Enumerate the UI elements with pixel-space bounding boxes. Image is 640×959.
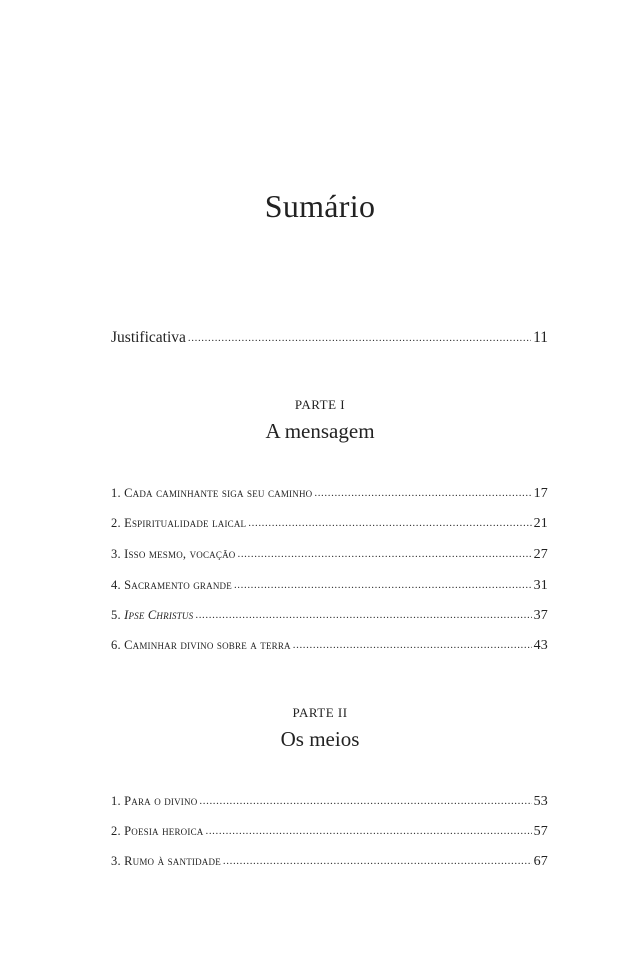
chapter-number: 2. <box>111 515 121 530</box>
chapter-page: 57 <box>533 823 548 839</box>
dot-leader <box>248 514 531 527</box>
part-label: PARTE I <box>294 397 346 412</box>
dot-leader <box>314 484 531 497</box>
toc-entry-chapter[interactable] <box>111 576 548 594</box>
dot-leader <box>205 822 531 835</box>
chapter-title: Espiritualidade laical <box>124 515 247 530</box>
chapter-page: 31 <box>533 577 548 593</box>
chapter-number: 2. <box>111 823 121 838</box>
toc-entry-chapter[interactable] <box>111 545 548 563</box>
toc-entry-justificativa[interactable] <box>111 326 548 347</box>
dot-leader <box>223 852 532 865</box>
part-title: A mensagem <box>265 419 375 443</box>
dot-leader <box>293 636 532 649</box>
chapter-page: 27 <box>533 546 548 562</box>
chapter-page: 43 <box>533 637 548 653</box>
toc-entry-chapter[interactable] <box>111 636 548 654</box>
dot-leader <box>234 576 532 589</box>
dot-leader <box>237 545 531 558</box>
page-title: Sumário <box>264 188 376 224</box>
toc-entry-label: Justificativa <box>111 328 186 346</box>
part-title: Os meios <box>280 727 360 751</box>
chapter-title: Caminhar divino sobre a terra <box>124 637 291 652</box>
toc-entry-chapter[interactable] <box>111 606 548 624</box>
toc-entry-chapter[interactable] <box>111 822 548 840</box>
chapter-number: 4. <box>111 577 121 592</box>
chapter-title: Rumo à santidade <box>124 853 221 868</box>
chapter-number: 1. <box>111 485 121 500</box>
chapter-number: 6. <box>111 637 121 652</box>
chapter-title: Isso mesmo, vocação <box>124 546 236 561</box>
chapter-number: 1. <box>111 793 121 808</box>
part-label: PARTE II <box>292 705 348 720</box>
chapter-page: 67 <box>533 853 548 869</box>
chapter-title: Para o divino <box>124 793 198 808</box>
chapter-number: 3. <box>111 853 121 868</box>
chapter-page: 37 <box>533 607 548 623</box>
toc-entry-chapter[interactable] <box>111 484 548 502</box>
toc-entry-chapter[interactable] <box>111 792 548 810</box>
chapter-title: Ipse Christus <box>124 607 194 622</box>
dot-leader <box>195 606 531 619</box>
chapter-page: 21 <box>533 515 548 531</box>
chapter-number: 3. <box>111 546 121 561</box>
dot-leader <box>188 326 531 342</box>
chapter-number: 5. <box>111 607 121 622</box>
chapter-title: Cada caminhante siga seu caminho <box>124 485 313 500</box>
chapter-page: 53 <box>533 793 548 809</box>
toc-entry-chapter[interactable] <box>111 514 548 532</box>
toc-entry-page: 11 <box>533 328 548 346</box>
chapter-title: Poesia heroica <box>124 823 204 838</box>
chapter-title: Sacramento grande <box>124 577 232 592</box>
dot-leader <box>199 792 531 805</box>
chapter-page: 17 <box>533 485 548 501</box>
toc-entry-chapter[interactable] <box>111 852 548 870</box>
